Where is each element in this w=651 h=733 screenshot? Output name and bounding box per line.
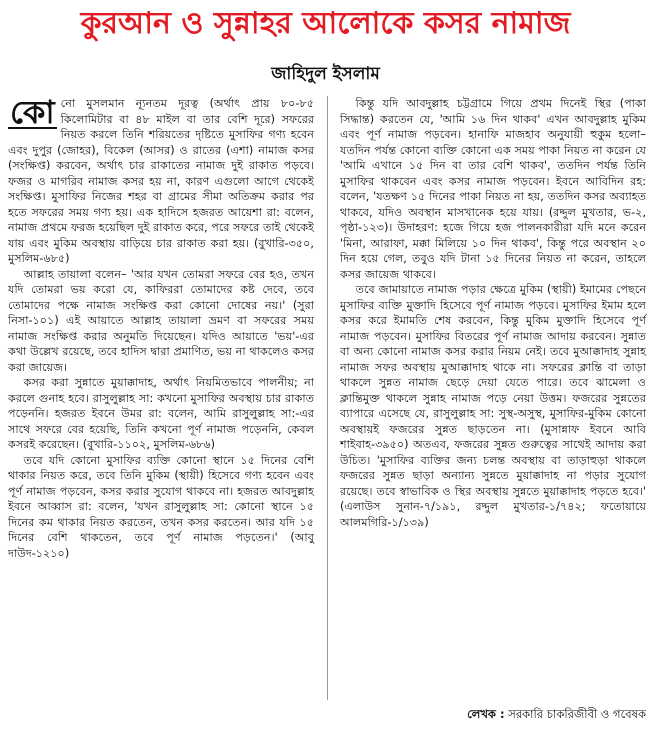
- author-name: জাহিদুল ইসলাম: [271, 64, 380, 84]
- drop-cap: কো: [10, 93, 55, 131]
- paragraph: [8, 93, 314, 267]
- byline-label: লেখক :: [467, 707, 505, 721]
- column-divider: [327, 96, 328, 700]
- paragraph: আল্লাহ তায়ালা বলেন– 'আর যখন তোমরা সফরে বের হও, তখন যদি তোমরা ভয় করো যে, কাফিররা তোমাদের কষ্ট দেবে, তবে তোমাদের পক্ষে নামাজ সংক্ষিপ্ত করা কোনো দোষের নয়।' (সুরা নিসা-১০১) এই আয়াতে আল্লাহ তায়ালা ভ্রমণ বা সফরের সময় নামাজ সংক্ষিপ্ত করার অনুমতি দিয়েছেন। যদিও আয়াতে 'ভয়'-এর কথা উল্লেখ রয়েছে, তবে হাদিস দ্বারা প্রমাণিত, ভয় না থাকলেও কসর করা জায়েজ।: [8, 267, 314, 374]
- byline: [340, 706, 646, 722]
- paragraph: কিন্তু যদি আবদুল্লাহ চট্টগ্রামে গিয়ে প্রথম দিনেই স্থির (পাকা সিদ্ধান্ত) করতেন যে, 'আমি ১৬ দিন থাকব' এখন আবদুল্লাহ মুকিম এবং পূর্ণ নামাজ পড়বেন। হানাফি মাজহাব অনুযায়ী হুকুম হলো– যতদিন পর্যন্ত কোনো ব্যক্তি কোনো এক সময় পাকা নিয়ত না করেন যে 'আমি এখানে ১৫ দিন বা তার বেশি থাকব', ততদিন পর্যন্ত তিনি মুসাফির থাকবেন এবং কসর নামাজ পড়বেন। ইবনে আবিদিন রহ: বলেন, 'যতক্ষণ ১৫ দিনের পাকা নিয়ত না হয়, ততদিন কসর অব্যাহত থাকবে, যদিও অবস্থান মাসখানেক হয়ে যায়। (রদ্দুল মুখতার, ভ-২, পৃষ্ঠা-১২৩)। উদাহরণ: হজে গিয়ে হজ পালনকারীরা যদি মনে করেন 'মিনা, আরাফা, মক্কা মিলিয়ে ১০ দিন থাকব', কিন্তু পরে অবস্থান ২০ দিন হয়ে গেল, তবুও যদি টানা ১৫ দিনের নিয়ত না করেন, তাহলে কসর জায়েজ থাকবে।: [340, 97, 646, 281]
- paragraph: তবে জামায়াতে নামাজ পড়ার ক্ষেত্রে মুকিম (স্থায়ী) ইমামের পেছনে মুসাফির ব্যক্তি মুক্তাদি হিসেবে পূর্ণ নামাজ পড়বে। মুসাফির ইমাম হলে কসর করে ইমামতি শেষ করবেন, কিন্তু মুকিম মুক্তাদি হিসেবে পূর্ণ নামাজ পড়বেন। মুসাফির বিতরের পূর্ণ নামাজ আদায় করবেন। সুন্নাত বা অন্য কোনো নামাজ কসর করার নিয়ম নেই। তবে মুআক্কাদাহ সুন্নাহ নামাজ সফর অবস্থায় মুআক্কাদাহ থাকে না। সফরের ক্লান্তি বা তাড়া থাকলে সুন্নত নামাজ ছেড়ে দেয়া যেতে পারে। তবে ঝামেলা ও ক্লান্তিমুক্ত থাকলে সুন্নাহ নামাজ পড়ে নেয়া উত্তম। ফজরের সুন্নতের ব্যাপারে এসেছে যে, রাসুলুল্লাহ সা: সুস্থ-অসুস্থ, মুসাফির-মুকিম কোনো অবস্থায়ই ফজরের সুন্নত ছাড়তেন না। (মুসান্নাফ ইবনে আবি শাইবাহ-৩৯৫০) অতএব, ফজরের সুন্নত গুরুত্বের সাথেই আদায় করা উচিত। 'মুসাফির ব্যক্তির জন্য চলন্ত অবস্থায় বা তাড়াহুড়া থাকলে ফজরের সুন্নত ছাড়া অন্যান্য সুন্নতে মুয়াক্কাদাহ না পড়ার সুযোগ রয়েছে। তবে স্বাভাবিক ও স্থির অবস্থায় সুন্নতে মুয়াক্কাদাহ পড়তে হবে।' (এলাউস সুনান-৭/১৯১, রদ্দুল মুখতার-১/৭৪২; ফতোয়ায়ে আলমগিরি-১/১৩৯): [340, 283, 646, 529]
- article-column-left: [8, 93, 314, 561]
- paragraph: কসর করা সুন্নাতে মুয়াক্কাদাহ, অর্থাৎ নিয়মিতভাবে পালনীয়; না করলে গুনাহ হবে। রাসুলুল্লাহ সা: কখনো মুসাফির অবস্থায় চার রাকাত পড়েননি। হজরত ইবনে উমর রা: বলেন, আমি রাসুলুল্লাহ সা:-এর সাথে সফরে বের হয়েছি, তিনি কখনো পূর্ণ নামাজ পড়েননি, কেবল কসরই করেছেন। (বুখারি-১১০২, মুসলিম-৬৮৬): [8, 376, 314, 451]
- article-column-right: [340, 96, 646, 530]
- paragraph-text: নো মুসলমান ন্যূনতম দূরত্ব (অর্থাৎ প্রায় ৮০-৮৫ কিলোমিটার বা ৪৮ মাইল বা তার বেশি দূরে) সফরের নিয়ত করলে তিনি শরিয়তের দৃষ্টিতে মুসাফির গণ্য হবেন এবং দুপুর (জোহর), বিকেল (আসর) ও রাতের (এশা) নামাজ কসর (সংক্ষিপ্ত) করবেন, অর্থাৎ চার রাকাতের নামাজ দুই রাকাত পড়বে। ফজর ও মাগরিব নামাজ কসর হয় না, কারণ এগুলো আগে থেকেই সংক্ষিপ্ত। মুসাফির নিজের শহর বা গ্রামের সীমা অতিক্রম করার পর হতে সফরের সময় গণ্য হয়। এক হাদিসে হজরত আয়েশা রা: বলেন, নামাজ প্রথমে ফরজ হয়েছিল দুই রাকাত করে, পরে সফরে তাই থেকেই যায় এবং মুকিম অবস্থায় বাড়িয়ে চার রাকাত করা হয়। (বুখারি-৩৫০, মুসলিম-৬৮৫): [8, 97, 314, 265]
- byline-text: সরকারি চাকরিজীবী ও গবেষক: [508, 707, 646, 721]
- article-headline: কুরআন ও সুন্নাহর আলোকে কসর নামাজ: [80, 6, 571, 41]
- paragraph: তবে যদি কোনো মুসাফির ব্যক্তি কোনো স্থানে ১৫ দিনের বেশি থাকার নিয়ত করে, তবে তিনি মুকিম (স্থায়ী) হিসেবে গণ্য হবেন এবং পূর্ণ নামাজ পড়বেন, কসর করার সুযোগ থাকবে না। হজরত আবদুল্লাহ ইবনে আব্বাস রা: বলেন, 'যখন রাসুলুল্লাহ সা: কোনো স্থানে ১৫ দিনের কম থাকার নিয়ত করতেন, তখন কসর করতেন। আর যদি ১৫ দিনের বেশি থাকতেন, তবে পূর্ণ নামাজ পড়তেন।' (আবু দাউদ-১২১০): [8, 453, 314, 560]
